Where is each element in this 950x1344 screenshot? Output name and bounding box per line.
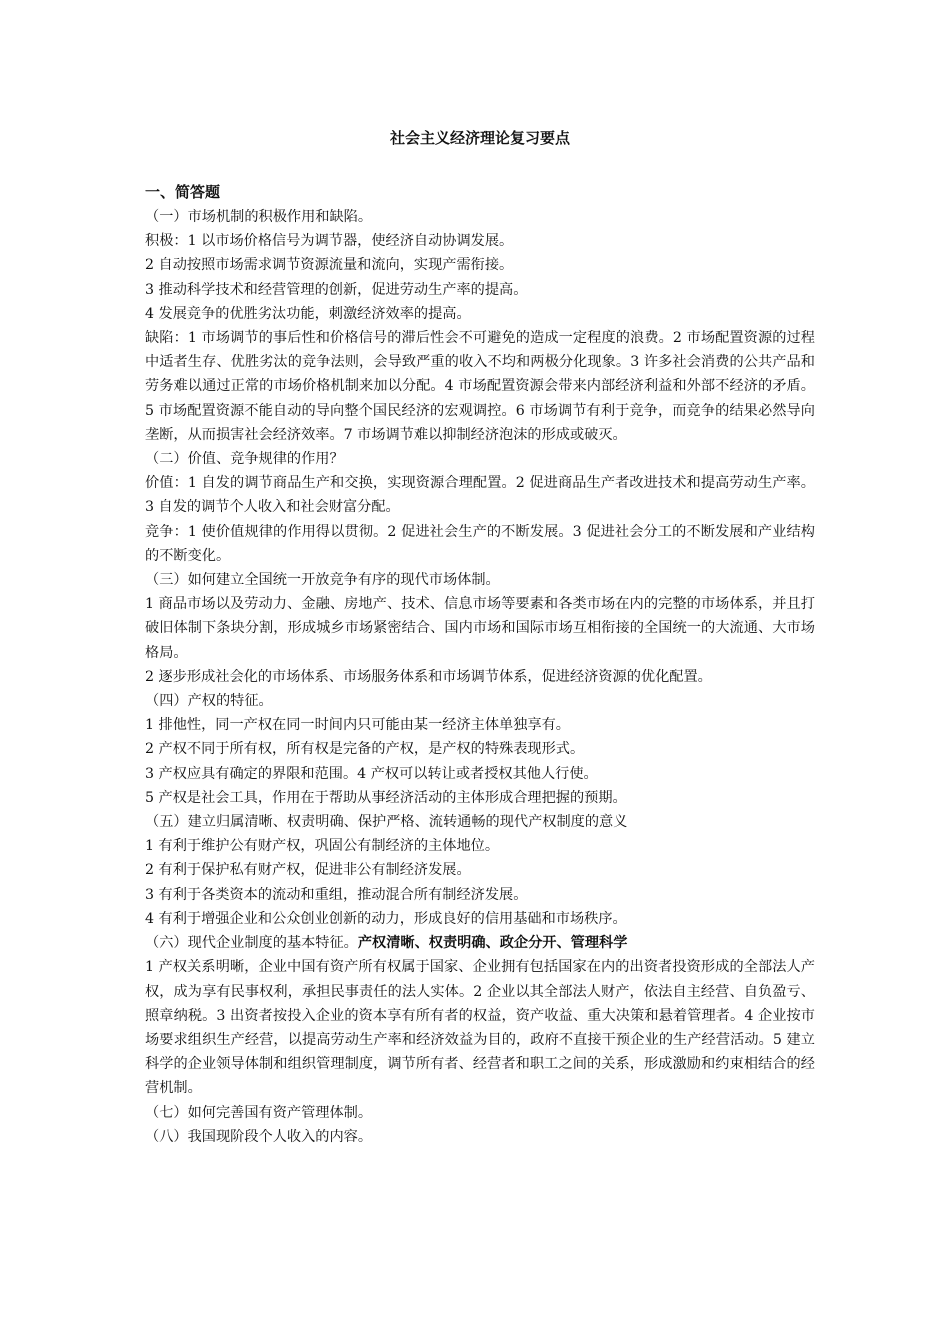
paragraph: 1 商品市场以及劳动力、金融、房地产、技术、信息市场等要素和各类市场在内的完整的市场体系，并且打破旧体制下条块分割，形成城乡市场紧密结合、国内市场和国际市场互相衔接的全国统一的大流通、大市场格局。 [145,596,815,661]
question-6-heading-text: （六）现代企业制度的基本特征。 [145,935,358,952]
question-1-heading: （一）市场机制的积极作用和缺陷。 [145,209,373,225]
question-4-heading: （四）产权的特征。 [145,693,273,710]
question-5-heading: （五）建立归属清晰、权责明确、保护严格、流转通畅的现代产权制度的意义 [145,814,628,831]
question-6-heading [145,931,815,955]
paragraph: 3 有利于各类资本的流动和重组，推动混合所有制经济发展。 [145,886,528,903]
question-2-heading: （二）价值、竞争规律的作用？ [145,451,344,468]
paragraph: 1 排他性，同一产权在同一时间内只可能由某一经济主体单独享有。 [145,717,570,734]
paragraph: 4 发展竞争的优胜劣汰功能，刺激经济效率的提高。 [145,305,471,322]
paragraph: 2 产权不同于所有权，所有权是完备的产权，是产权的特殊表现形式。 [145,741,585,758]
document-title: 社会主义经济理论复习要点 [389,129,570,147]
paragraph: 1 有利于维护公有财产权，巩固公有制经济的主体地位。 [145,838,500,855]
question-6-heading-emphasis: 产权清晰、权责明确、政企分开、管理科学 [357,935,628,952]
paragraph: 4 有利于增强企业和公众创业创新的动力，形成良好的信用基础和市场秩序。 [145,910,627,927]
paragraph: 竞争：1 使价值规律的作用得以贯彻。2 促进社会生产的不断发展。3 促进社会分工的不断发展和产业结构的不断变化。 [145,523,815,564]
document-body [145,205,815,1149]
paragraph: 积极：1 以市场价格信号为调节器，使经济自动协调发展。 [145,233,514,250]
paragraph: 2 自动按照市场需求调节资源流量和流向，实现产需衔接。 [145,257,514,274]
section-heading: 一、简答题 [145,183,221,201]
paragraph: 1 产权关系明晰，企业中国有资产所有权属于国家、企业拥有包括国家在内的出资者投资形成的全部法人产权，成为享有民事权利，承担民事责任的法人实体。2 企业以其全部法人财产，依法自主经营、自负盈亏、照章纳税。3 出资者按投入企业的资本享有所有者的权益，资产收益、重大决策和悬着管理者。4 企业按市场要求组织生产经营，以提高劳动生产率和经济效益为目的，政府不直接干预企业的生产经营活动。5 建立科学的企业领导体制和组织管理制度，调节所有者、经营者和职工之间的关系，形成激励和约束相结合的经营机制。 [145,959,815,1097]
paragraph: 2 逐步形成社会化的市场体系、市场服务体系和市场调节体系，促进经济资源的优化配置。 [145,668,712,685]
paragraph: 5 产权是社会工具，作用在于帮助从事经济活动的主体形成合理把握的预期。 [145,789,627,806]
question-3-heading: （三）如何建立全国统一开放竞争有序的现代市场体制。 [145,572,500,589]
paragraph: 2 有利于保护私有财产权，促进非公有制经济发展。 [145,862,471,879]
question-7-heading: （七）如何完善国有资产管理体制。 [145,1104,373,1121]
paragraph: 3 产权应具有确定的界限和范围。4 产权可以转让或者授权其他人行使。 [145,765,598,782]
paragraph: 缺陷：1 市场调节的事后性和价格信号的滞后性会不可避免的造成一定程度的浪费。2 市场配置资源的过程中适者生存、优胜劣汰的竞争法则，会导致严重的收入不均和两极分化现象。3 许多社会消费的公共产品和劳务难以通过正常的市场价格机制来加以分配。4 市场配置资源会带来内部经济利益和外部不经济的矛盾。5 市场配置资源不能自动的导向整个国民经济的宏观调控。6 市场调节有利于竞争，而竞争的结果必然导向垄断，从而损害社会经济效率。7 市场调节难以抑制经济泡沫的形成或破灭。 [145,330,815,443]
paragraph: 价值：1 自发的调节商品生产和交换，实现资源合理配置。2 促进商品生产者改进技术和提高劳动生产率。3 自发的调节个人收入和社会财富分配。 [145,475,815,516]
question-8-heading: （八）我国现阶段个人收入的内容。 [145,1128,373,1145]
paragraph: 3 推动科学技术和经营管理的创新，促进劳动生产率的提高。 [145,281,528,298]
